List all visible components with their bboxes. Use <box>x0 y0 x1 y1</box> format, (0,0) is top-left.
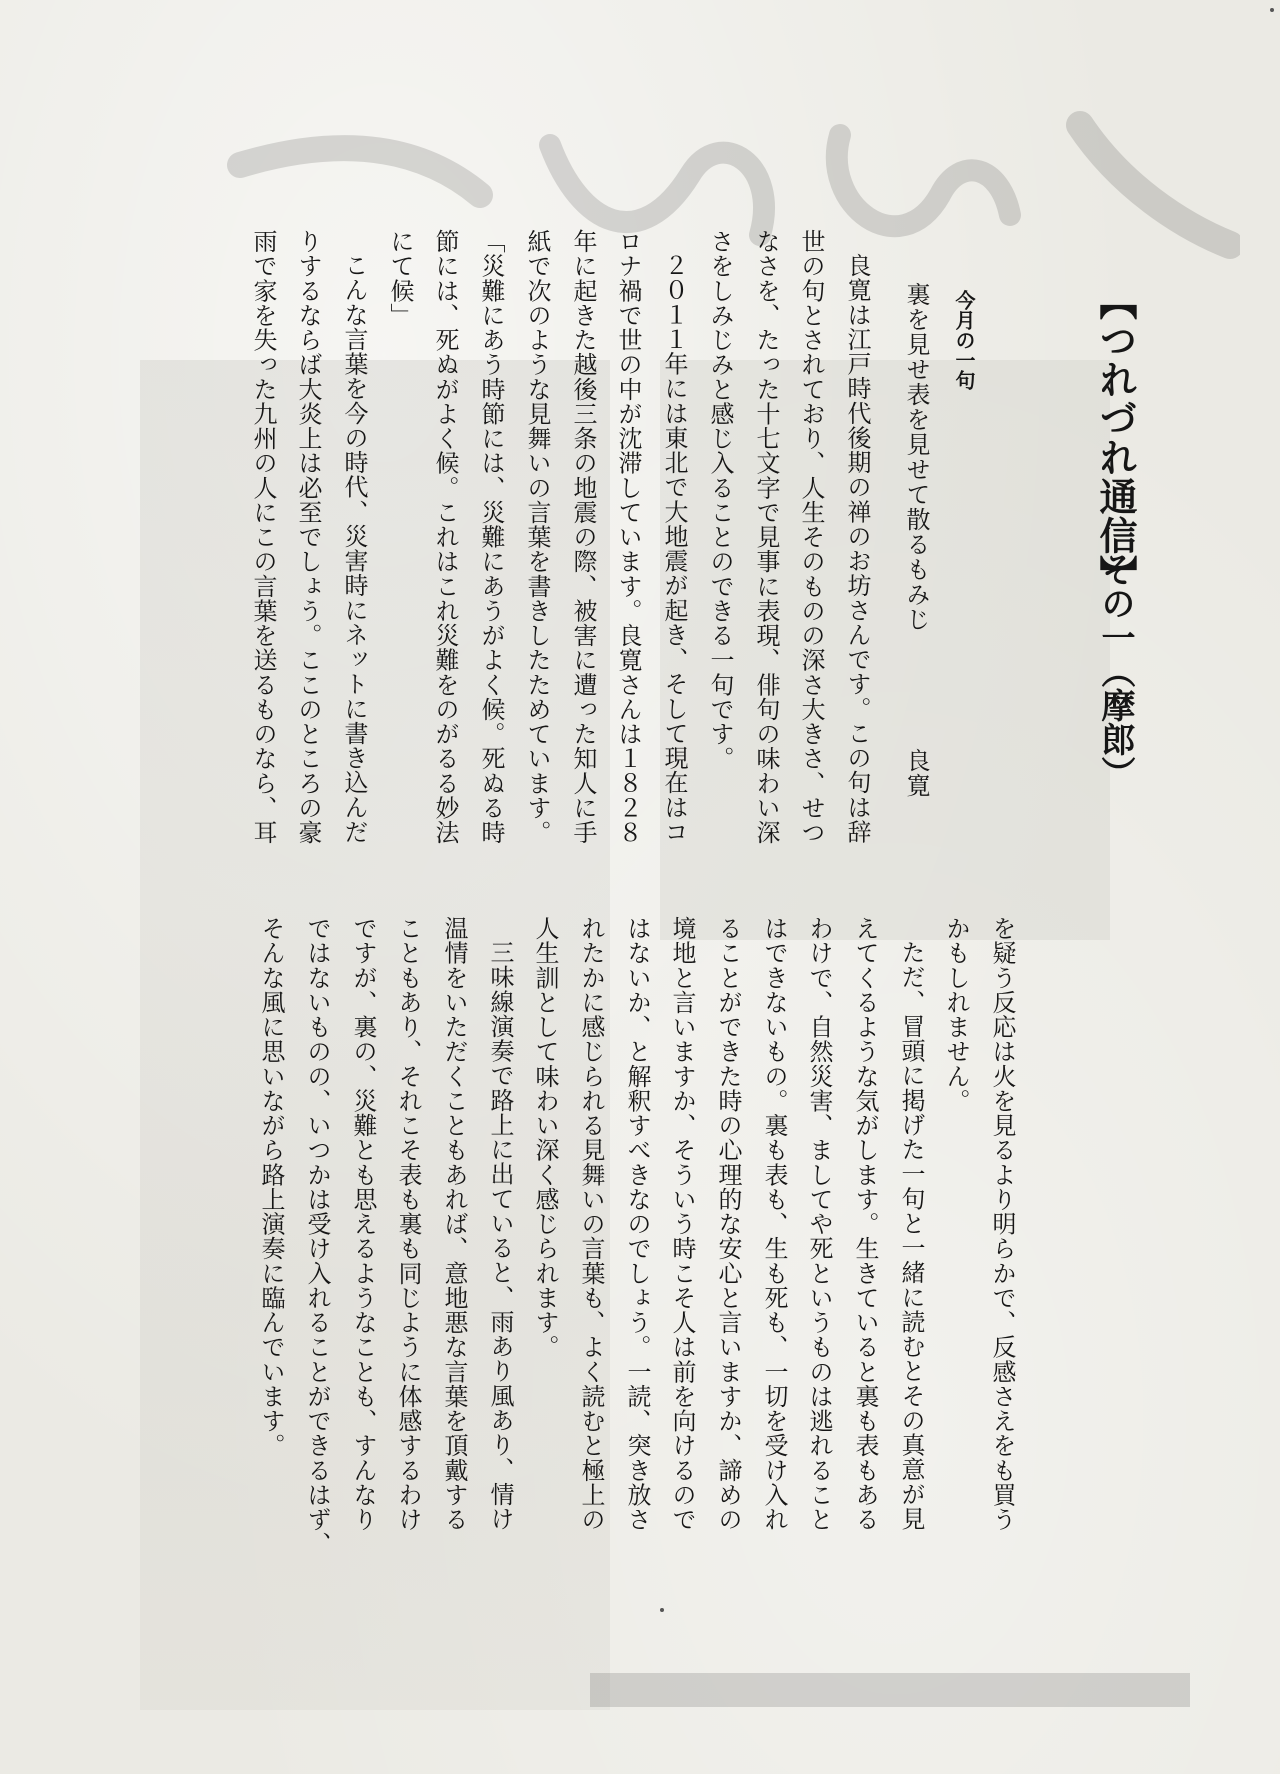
scan-mark <box>660 1608 664 1612</box>
body-column: ることができた時の心理的な安心と言いますか、諦めの <box>714 916 742 1532</box>
body-column: そんな風に思いながら路上演奏に臨んでいます。 <box>257 916 285 1458</box>
body-column: 人生訓として味わい深く感じられます。 <box>531 916 559 1360</box>
haiku-text: 裏を見せ表を見せて散るもみじ <box>902 282 930 632</box>
body-column: 「災難にあう時節には、災難にあうがよく候。死ぬる時 <box>477 229 505 845</box>
body-column: こんな言葉を今の時代、災害時にネットに書き込んだ <box>340 253 368 844</box>
haiku-label: 今月の一句 <box>952 290 976 390</box>
author-subtitle: その一（摩郎） <box>1095 552 1135 790</box>
body-column: こともあり、それこそ表も裏も同じように体感するわけ <box>394 916 422 1532</box>
body-column: はないか、と解釈すべきなのでしょう。一読、突き放さ <box>623 916 651 1532</box>
body-column: はできないもの。裏も表も、生も死も、一切を受け入れ <box>760 916 788 1532</box>
body-column: ではないものの、いつかは受け入れることができるはず、 <box>303 916 331 1557</box>
haiku-author: 良寛 <box>902 748 930 798</box>
body-column: なさを、たった十七文字で見事に表現、俳句の味わい深 <box>752 229 780 845</box>
body-column: を疑う反応は火を見るより明らかで、反感さえをも買う <box>988 916 1016 1532</box>
faded-footer-band <box>590 1665 1190 1715</box>
body-column: 雨で家を失った九州の人にこの言葉を送るものなら、耳 <box>249 229 277 845</box>
body-column: わけで、自然災害、ましてや死というものは逃れること <box>805 916 833 1532</box>
body-column: さをしみじみと感じ入ることのできる一句です。 <box>706 229 734 771</box>
body-column: かもしれません。 <box>942 916 970 1113</box>
body-column: 節には、死ぬがよく候。これはこれ災難をのがるる妙法 <box>431 229 459 845</box>
body-column: ですが、裏の、災難とも思えるようなことも、すんなり <box>349 916 377 1532</box>
scan-mark <box>1270 8 1274 12</box>
body-column: りするならば大炎上は必至でしょう。ここのところの豪 <box>294 229 322 845</box>
body-column: 三味線演奏で路上に出ていると、雨あり風あり、情け <box>486 940 514 1531</box>
body-column: 世の句とされており、人生そのものの深さ大きさ、せつ <box>797 229 825 845</box>
body-column: 紙で次のような見舞いの言葉を書きしたためています。 <box>523 229 551 845</box>
body-column: 年に起きた越後三条の地震の際、被害に遭った知人に手 <box>569 229 597 845</box>
body-column: 温情をいただくこともあれば、意地悪な言葉を頂戴する <box>440 916 468 1532</box>
body-column: 良寛は江戸時代後期の禅のお坊さんです。この句は辞 <box>843 253 871 844</box>
body-column: にて候」 <box>386 229 414 328</box>
body-column: えてくるような気がします。生きていると裏も表もある <box>851 916 879 1532</box>
body-column: ロナ禍で世の中が沈滞しています。良寛さんは１８２８ <box>614 229 642 845</box>
body-column: 境地と言いますか、そういう時こそ人は前を向けるので <box>668 916 696 1532</box>
page-title: 【つれづれ通信】 <box>1093 282 1137 594</box>
body-column: れたかに感じられる見舞いの言葉も、よく読むと極上の <box>577 916 605 1532</box>
body-column: ただ、冒頭に掲げた一句と一緒に読むとその真意が見 <box>897 940 925 1531</box>
body-column: ２０１１年には東北で大地震が起き、そして現在はコ <box>660 253 688 844</box>
